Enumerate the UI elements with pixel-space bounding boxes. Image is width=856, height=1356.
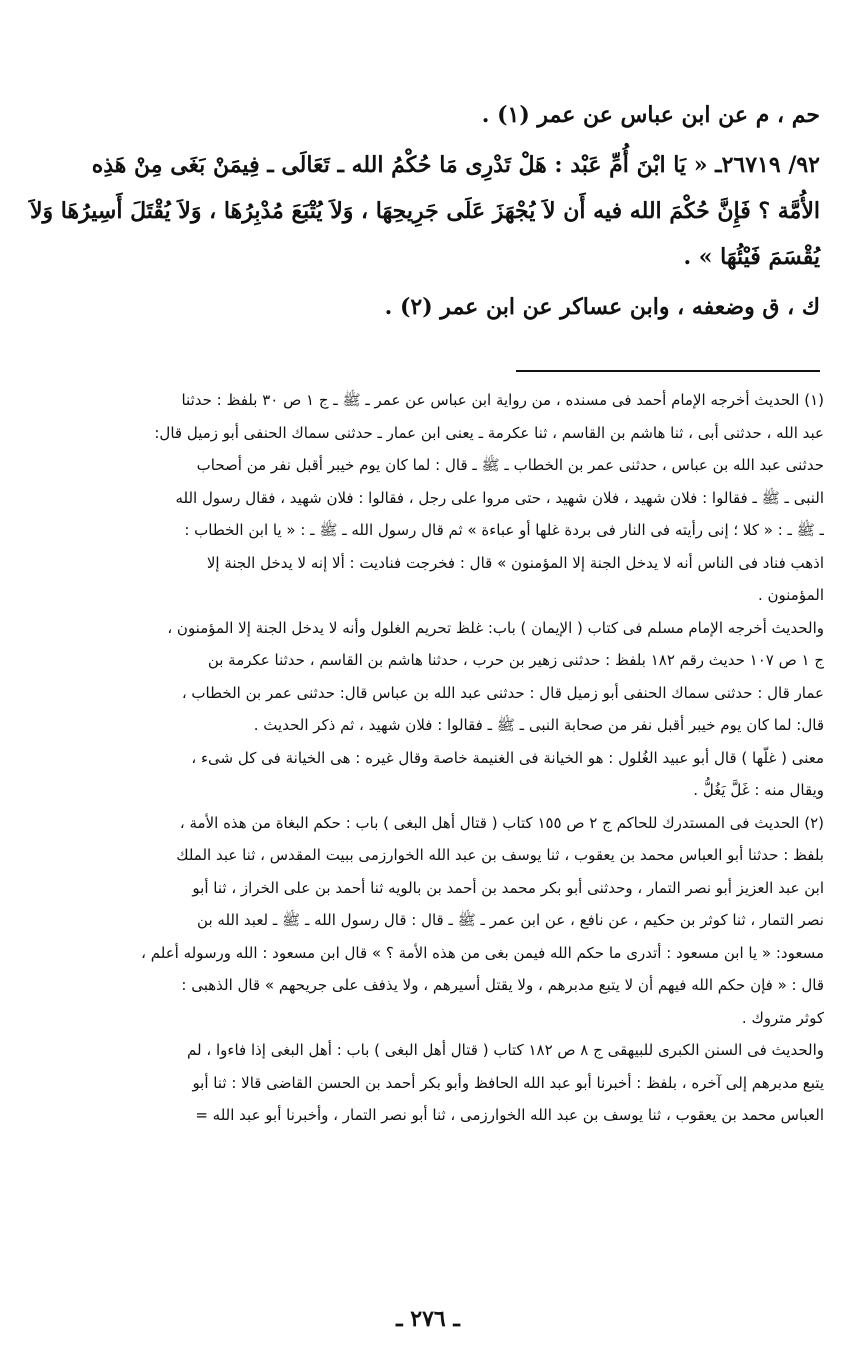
footnote-line: مسعود: « يا ابن مسعود : أتدرى ما حكم الله فيمن بغى من هذه الأمة ؟ » قال ابن مسعود : الله ورسوله أعلم ، (141, 943, 824, 962)
footnote-line: بلفظ : حدثنا أبو العباس محمد بن يعقوب ، ثنا يوسف بن عبد الله الخوارزمى ببيت المقدس ، ثنا عبد الملك (176, 846, 824, 864)
footnote-line: (١) الحديث أخرجه الإمام أحمد فى مسنده ، من رواية ابن عباس عن عمر ـ ﷺ ـ ج ١ ص ٣٠ بلفظ : حدثنا (181, 391, 824, 409)
hadith-line: ٩٢/ ٢٦٧١٩ـ « يَا ابْنَ أُمِّ عَبْد : هَلْ تَدْرِى مَا حُكْمُ الله ـ تَعَالَى ـ فِيمَنْ بَغَى مِنْ هَذِه (91, 152, 820, 178)
footnote-line: كوثر متروك . (741, 1008, 824, 1027)
footnote-line: قال : « فإن حكم الله فيهم أن لا يتبع مدبرهم ، ولا يقتل أسيرهم ، ولا يذفف على جريحهم » قال الذهبى : (181, 976, 824, 994)
footnote-line: حدثنى عبد الله بن عباس ، حدثنى عمر بن الخطاب ـ ﷺ ـ قال : لما كان يوم خيبر أقبل نفر من أصحاب (196, 456, 824, 474)
footnote-line: يتبع مدبرهم إلى آخره ، بلفظ : أخبرنا أبو عبد الله الحافظ وأبو بكر أحمد بن الحسن القاضى قالا : ثنا أبو (192, 1073, 824, 1092)
hadith-block (29, 92, 820, 330)
footnote-line: المؤمنون . (757, 586, 824, 604)
footnote-line: ابن عبد العزيز أبو نصر التمار ، وحدثنى أبو بكر محمد بن أحمد بن بالويه ثنا أحمد بن على الخراز ، ثنا أبو (192, 878, 824, 897)
footnote-line: والحديث أخرجه الإمام مسلم فى كتاب ( الإيمان ) باب: غلظ تحريم الغلول وأنه لا يدخل الجنة إلا المؤمنون ، (167, 618, 824, 637)
hadith-line: الأُمَّة ؟ فَإِنَّ حُكْمَ الله فيه أَن لاَ يُجْهَزَ عَلَى جَرِيحِهَا ، وَلاَ يُتْبَعَ مُدْبِرُهَا ، وَلاَ يُقْتَلَ أَسِيرُهَا وَلاَ (29, 198, 820, 224)
footnote-line: معنى ( غلّها ) قال أبو عبيد الغُلول : هو الخيانة فى الغنيمة خاصة وقال غيره : هى الخيانة فى كل شىء ، (191, 748, 824, 767)
footnote-line: عبد الله ، حدثنى أبى ، ثنا هاشم بن القاسم ، ثنا عكرمة ـ يعنى ابن عمار ـ حدثنى سماك الحنفى أبو زميل قال: (154, 423, 824, 442)
footnote-line: ج ١ ص ١٠٧ حديث رقم ١٨٢ بلفظ : حدثنى زهير بن حرب ، حدثنا هاشم بن القاسم ، حدثنا عكرمة بن (207, 651, 824, 669)
footnote-line: نصر التمار ، ثنا كوثر بن حكيم ، عن نافع ، عن ابن عمر ـ ﷺ ـ قال : قال رسول الله ـ ﷺ ـ لعبد الله بن (197, 911, 824, 929)
footnote-line: (٢) الحديث فى المستدرك للحاكم ج ٢ ص ١٥٥ كتاب ( قتال أهل البغى ) باب : حكم البغاة من هذه الأمة ، (179, 813, 824, 832)
footnotes-block (36, 384, 824, 1132)
hadith-line: حم ، م عن ابن عباس عن عمر (١) . (481, 102, 820, 128)
page-number: ـ ٢٧٦ ـ (396, 1306, 460, 1332)
footnote-line: ـ ﷺ ـ : « كلا ؛ إنى رأيته فى النار فى بردة غلها أو عباءة » ثم قال رسول الله ـ ﷺ ـ : « يا ابن الخطاب : (184, 521, 824, 539)
footnote-line: النبى ـ ﷺ ـ فقالوا : فلان شهيد ، فلان شهيد ، حتى مروا على رجل ، فقالوا : فلان شهيد ، فقال رسول الله (175, 488, 824, 507)
footnote-line: العباس محمد بن يعقوب ، ثنا يوسف بن عبد الله الخوارزمى ، ثنا أبو نصر التمار ، وأخبرنا أبو عبد الله = (195, 1106, 824, 1124)
footnote-line: قال: لما كان يوم خيبر أقبل نفر من صحابة النبى ـ ﷺ ـ فقالوا : فلان شهيد ، ثم ذكر الحديث . (253, 716, 824, 734)
hadith-line: يُقْسَمَ فَيْئُهَا » . (683, 244, 820, 270)
footnote-line: ويقال منه : غَلَّ يَغُلُّ . (693, 781, 824, 799)
footnote-line: والحديث فى السنن الكبرى للبيهقى ج ٨ ص ١٨٢ كتاب ( قتال أهل البغى ) باب : أهل البغى إذا فاءوا ، لم (187, 1041, 824, 1059)
footnote-separator (516, 370, 820, 372)
footnote-line: اذهب فناد فى الناس أنه لا يدخل الجنة إلا المؤمنون » قال : فخرجت فناديت : ألا إنه لا يدخل الجنة إلا (206, 553, 824, 572)
footnote-line: عمار قال : حدثنى سماك الحنفى أبو زميل قال : حدثنى عبد الله بن عباس قال: حدثنى عمر بن الخطاب ، (181, 683, 824, 702)
hadith-line: ك ، ق وضعفه ، وابن عساكر عن ابن عمر (٢) . (384, 294, 820, 320)
